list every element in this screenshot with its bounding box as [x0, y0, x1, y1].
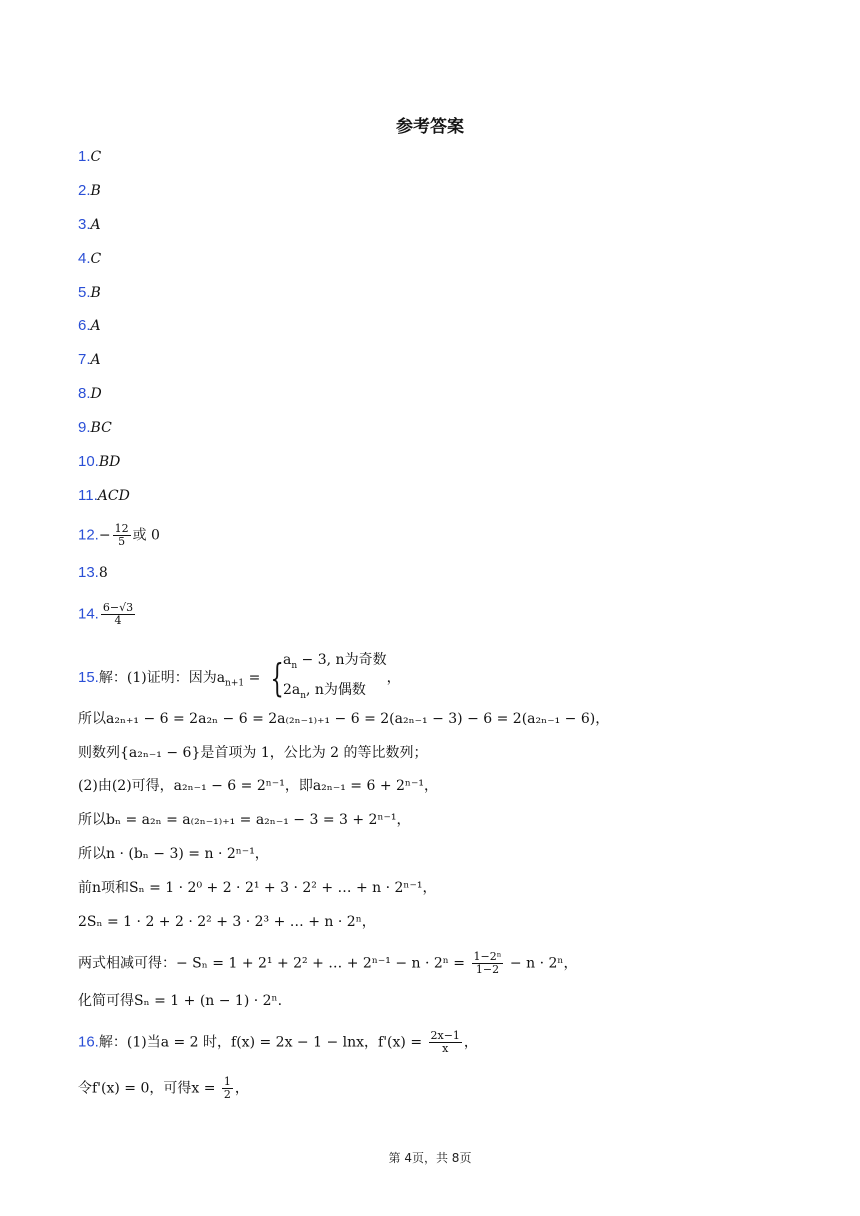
solution-line: 所以bₙ = a₂ₙ = a₍₂ₙ₋₁₎₊₁ = a₂ₙ₋₁ − 3 = 3 + 2ⁿ⁻¹，	[78, 812, 411, 828]
fraction: $\frac{1}{2}$	[223, 1075, 231, 1101]
solution-line: 所以n · (bₙ − 3) = n · 2ⁿ⁻¹，	[78, 846, 269, 862]
answer-choice: BD	[98, 454, 121, 470]
answer-item	[78, 147, 101, 167]
answer-choice: A	[90, 217, 101, 233]
answer-item	[78, 350, 101, 370]
answer-number: 10.	[78, 453, 99, 470]
solution-16-line: 16.解：(1)当a = 2 时，f(x) = 2x − 1 − lnx，f'(x) = $\frac{2x-1}{x}$ ，	[78, 1029, 478, 1055]
answer-number: 6.	[78, 317, 91, 334]
answer-number: 9.	[78, 419, 91, 436]
answer-choice: B	[90, 285, 101, 301]
answer-number: 5.	[78, 284, 91, 301]
answer-item	[78, 215, 101, 235]
solution-line: 前n项和Sₙ = 1 · 2⁰ + 2 · 2¹ + 3 · 2² + … + n · 2ⁿ⁻¹，	[78, 880, 437, 896]
answer-number: 2.	[78, 182, 91, 199]
answer-item	[78, 452, 120, 472]
answer-choice: BC	[90, 420, 112, 436]
answer-item	[78, 418, 112, 438]
answer-number: 8.	[78, 385, 91, 402]
answer-item	[78, 249, 101, 269]
answer-item	[78, 384, 102, 404]
answer-13: 13.8	[78, 564, 108, 581]
solution-16-line: 令f'(x) = 0，可得x = $\frac{1}{2}$ ，	[78, 1075, 249, 1101]
answer-item	[78, 181, 101, 201]
solution-15-header: 15.解：(1)证明：因为$a_{n+1}$ = { $a_n - 3$, n为奇数 $2a_n$, n为偶数 ，	[78, 648, 401, 708]
answer-number: 4.	[78, 250, 91, 267]
answer-12: 12.− $\frac{12}{5}$ 或 0	[78, 522, 160, 548]
answer-number: 1.	[78, 148, 91, 165]
answer-choice: A	[90, 352, 101, 368]
brace: {	[270, 655, 284, 700]
answer-item	[78, 486, 130, 506]
answer-number: 3.	[78, 216, 91, 233]
answer-choice: ACD	[97, 488, 130, 504]
fraction: $\frac{12}{5}$	[114, 522, 129, 548]
answer-item	[78, 316, 101, 336]
answer-number: 13.	[78, 564, 99, 581]
solution-line: 两式相减可得：− Sₙ = 1 + 2¹ + 2² + … + 2ⁿ⁻¹ − n · 2ⁿ = $\frac{\text{1−2ⁿ}}{1-2}$ − n · 2ⁿ，	[78, 950, 578, 976]
fraction: $\frac{\text{1−2ⁿ}}{1-2}$	[473, 950, 502, 976]
solution-line: 所以a₂ₙ₊₁ − 6 = 2a₂ₙ − 6 = 2a₍₂ₙ₋₁₎₊₁ − 6 = 2(a₂ₙ₋₁ − 3) − 6 = 2(a₂ₙ₋₁ − 6)，	[78, 711, 610, 727]
page-footer: 第 4页，共 8页	[388, 1151, 472, 1165]
answer-item	[78, 283, 101, 303]
solution-line: (2)由(2)可得，a₂ₙ₋₁ − 6 = 2ⁿ⁻¹，即a₂ₙ₋₁ = 6 + 2ⁿ⁻¹，	[78, 778, 438, 794]
solution-line: 化简可得Sₙ = 1 + (n − 1) · 2ⁿ.	[78, 993, 283, 1009]
answer-number: 16.	[78, 1033, 99, 1051]
fraction: $\frac{2x-1}{x}$	[430, 1029, 460, 1055]
answer-choice: A	[90, 318, 101, 334]
answer-14	[78, 602, 137, 627]
answer-number: 12.	[78, 526, 99, 544]
answer-number: 11.	[78, 487, 98, 504]
answer-number: 15.	[78, 668, 99, 686]
page-title: 参考答案	[396, 117, 464, 137]
fraction: $\frac{6-√3}{4}$	[102, 601, 134, 627]
solution-line: 则数列{a₂ₙ₋₁ − 6}是首项为 1，公比为 2 的等比数列；	[78, 745, 428, 761]
solution-line: 2Sₙ = 1 · 2 + 2 · 2² + 3 · 2³ + … + n · 2ⁿ，	[78, 914, 376, 930]
answer-choice: C	[90, 251, 102, 267]
answer-number: 7.	[78, 351, 91, 368]
answer-number: 14.	[78, 605, 99, 623]
answer-choice: B	[90, 183, 101, 199]
answer-choice: D	[90, 386, 102, 402]
piecewise-cases: $a_n - 3$, n为奇数 $2a_n$, n为偶数	[282, 652, 387, 701]
answer-choice: C	[90, 149, 102, 165]
